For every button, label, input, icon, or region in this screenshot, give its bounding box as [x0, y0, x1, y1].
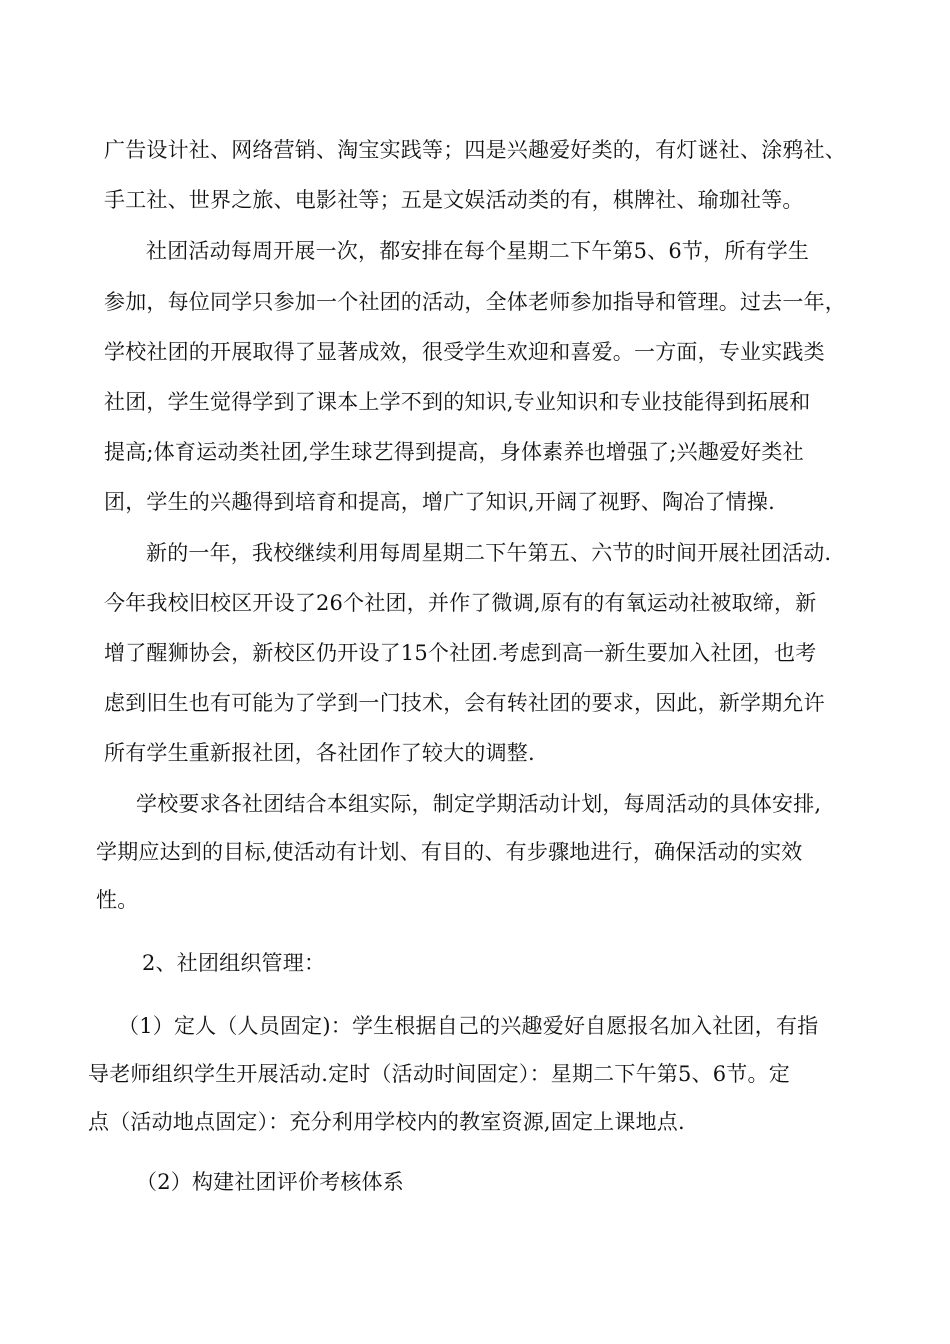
text-line: 参加，每位同学只参加一个社团的活动，全体老师参加指导和管理。过去一年，	[104, 290, 846, 314]
text-line: 导老师组织学生开展活动.定时（活动时间固定）：星期二下午第5、6节。定	[88, 1062, 790, 1086]
text-line: 学期应达到的目标,使活动有计划、有目的、有步骤地进行，确保活动的实效	[96, 840, 803, 864]
section-heading: 2、社团组织管理：	[142, 951, 326, 975]
text-line: 团，学生的兴趣得到培育和提高，增广了知识,开阔了视野、陶冶了情操.	[104, 490, 775, 514]
text-line: 性。	[96, 888, 139, 912]
text-line: 今年我校旧校区开设了26个社团，并作了微调,原有的有氧运动社被取缔，新	[104, 591, 817, 615]
text-line: 社团，学生觉得学到了课本上学不到的知识,专业知识和专业技能得到拓展和	[104, 390, 811, 414]
text-line: （1）定人（人员固定)：学生根据自己的兴趣爱好自愿报名加入社团，有指	[118, 1014, 819, 1038]
text-line: 广告设计社、网络营销、淘宝实践等；四是兴趣爱好类的，有灯谜社、涂鸦社、	[104, 138, 846, 162]
text-line: 手工社、世界之旅、电影社等；五是文娱活动类的有，棋牌社、瑜珈社等。	[104, 188, 804, 212]
text-line: 点（活动地点固定）：充分利用学校内的教室资源,固定上课地点.	[88, 1110, 685, 1134]
subsection-heading: （2）构建社团评价考核体系	[136, 1170, 404, 1194]
text-line: 学校社团的开展取得了显著成效，很受学生欢迎和喜爱。一方面，专业实践类	[104, 340, 825, 364]
text-line: 新的一年，我校继续利用每周星期二下午第五、六节的时间开展社团活动.	[146, 541, 832, 565]
text-line: 虑到旧生也有可能为了学到一门技术，会有转社团的要求，因此，新学期允许	[104, 691, 825, 715]
text-line: 增了醒狮协会，新校区仍开设了15个社团.考虑到高一新生要加入社团，也考	[104, 641, 817, 665]
text-line: 社团活动每周开展一次，都安排在每个星期二下午第5、6节，所有学生	[146, 239, 810, 263]
text-line: 学校要求各社团结合本组实际，制定学期活动计划，每周活动的具体安排,	[136, 792, 822, 816]
text-line: 提高;体育运动类社团,学生球艺得到提高，身体素养也增强了;兴趣爱好类社	[104, 440, 804, 464]
text-line: 所有学生重新报社团，各社团作了较大的调整.	[104, 741, 535, 765]
